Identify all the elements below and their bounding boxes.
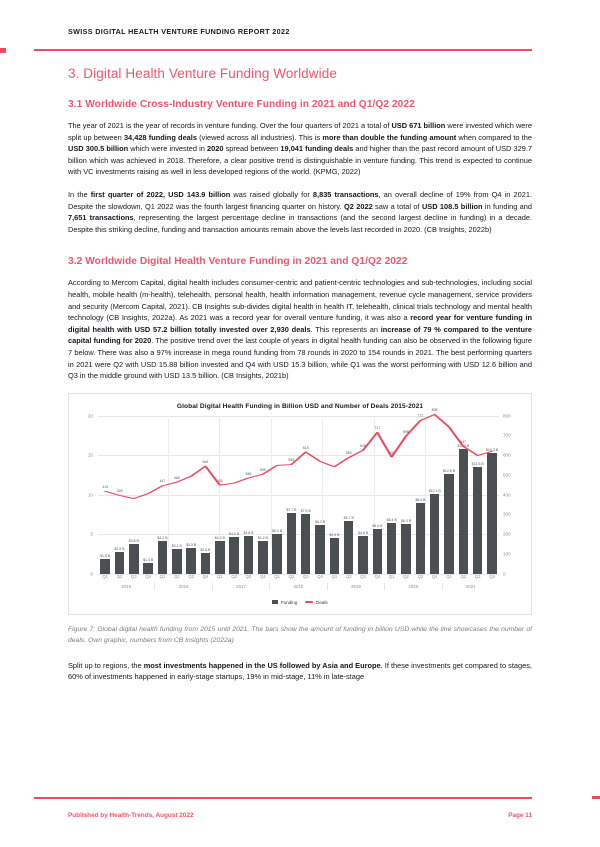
legend-label-deals: Deals — [315, 599, 328, 605]
chart-x-axis — [98, 574, 499, 590]
bar-value-label: $1.8 B — [100, 554, 111, 559]
chart-canvas — [79, 408, 521, 600]
bar-value-label: $5.0 B — [272, 529, 283, 534]
x-tick-quarter: Q3 — [417, 573, 424, 579]
line-value-label: 554 — [288, 458, 295, 463]
bar-value-label: $4.2 B — [214, 535, 225, 540]
legend-item-funding — [272, 600, 297, 605]
line-value-label: 698 — [402, 429, 409, 434]
line-value-label: 589 — [345, 451, 352, 456]
bar-swatch-icon — [272, 600, 278, 604]
x-tick-quarter: Q1 — [102, 573, 108, 579]
line-value-label: 777 — [417, 414, 424, 419]
line-value-label: 592 — [388, 450, 395, 455]
x-tick-quarter: Q1 — [274, 573, 280, 579]
bar-value-label: $4.6 B — [229, 532, 240, 537]
line-value-label: 398 — [116, 489, 123, 494]
line-value-label: 717 — [374, 426, 381, 431]
footer-divider-rule — [34, 797, 532, 799]
line-value-label: 465 — [173, 475, 180, 480]
x-tick-quarter: Q2 — [460, 573, 467, 579]
x-tick-quarter: Q1 — [159, 573, 166, 579]
bar-value-label: $15.3 B — [485, 447, 499, 452]
footer-publisher: Published by Health-Trends, August 2022 — [68, 812, 194, 819]
bar-value-label: $4.2 B — [157, 535, 168, 540]
x-tick-quarter: Q4 — [259, 573, 266, 579]
bar-value-label: $6.3 B — [400, 518, 412, 523]
footer-page-number: Page 11 — [508, 812, 532, 819]
x-tick-year: 2017 — [213, 583, 270, 590]
bar-value-label: $6.7 B — [343, 515, 354, 520]
x-tick-quarter: Q3 — [360, 573, 366, 579]
figure-7-container — [68, 393, 532, 615]
x-tick-quarter: Q4 — [145, 573, 151, 579]
bar-value-label: $4.2 B — [257, 535, 268, 540]
line-value-label: 419 — [102, 484, 109, 489]
legend-item-deals — [305, 600, 327, 605]
paragraph-3-2-a: According to Mercom Capital, digital health includes consumer-centric and patient-centric technologies and sub-technologies, including social health, mobile health (m-health), telehealth, personal health, health information management, revenue cycle management, service providers and security (Mercom Capital, 2021). CB Insights sub-divides digital health in health IT, telehealth, clinical trials technology and mental health technology (CB Insights, 2022a). As 2021 was a record year for overall venture funding, it was also a record year for venture funding in digital health with USD 57.2 billion totally invested over 2,930 deals. This represents an increase of 79 % compared to the venture capital funding for 2020. The positive trend over the last couple of years in digital health funding can also be observed in the following figure 7 below. There was also a 97% increase in mega round funding from 78 rounds in 2020 to 154 rounds in 2021. The best performing quarters in 2021 were Q2 with USD 15.88 billion invested and Q4 with USD 15.3 billion, while Q1 was the worst performing with USD 12.6 billion and Q3 in the middle ground with USD 13.5 billion. (CB Insights, 2021b) — [68, 278, 533, 381]
bar-value-label: $7.7 B — [286, 507, 297, 512]
bar-value-label: $8.9 B — [415, 498, 426, 503]
y-tick-left: 0 — [90, 571, 93, 577]
x-tick-year: 2015 — [98, 583, 155, 590]
line-value-label: 546 — [202, 459, 209, 464]
y-tick-right: 200 — [503, 531, 511, 537]
chart-plot-area — [98, 408, 499, 574]
line-value-label: 626 — [360, 444, 366, 449]
y-tick-right: 400 — [503, 492, 511, 498]
bar-value-label: $12.6 B — [442, 469, 456, 474]
bar-value-label: $15.8 B — [457, 443, 470, 448]
bar-value-label: $6.2 B — [315, 519, 326, 524]
y-tick-left: 10 — [87, 492, 93, 498]
chart-title: Global Digital Health Funding in Billion USD and Number of Deals 2015-2021 — [176, 402, 424, 410]
x-tick-quarter: Q1 — [216, 573, 223, 579]
y-tick-right: 500 — [503, 472, 511, 478]
line-value-label: 450 — [216, 478, 223, 483]
x-tick-quarter: Q3 — [188, 573, 194, 579]
x-tick-quarter: Q4 — [317, 573, 323, 579]
bar-value-label: $4.8 B — [358, 530, 369, 535]
x-tick-quarter: Q1 — [446, 573, 452, 579]
figure-caption: Figure 7: Global digital health funding from 2015 until 2021. The bars show the amount of funding in billion USD while the line showcases the number of deals. Own graphic, numbers from CB Insights (2022a) — [68, 625, 532, 644]
bar-value-label: $6.4 B — [386, 518, 397, 523]
page-edge-marks — [0, 0, 6, 847]
line-swatch-icon — [305, 601, 313, 603]
x-tick-quarter: Q1 — [331, 573, 338, 579]
x-tick-quarter: Q4 — [489, 573, 495, 579]
header-divider-rule — [34, 49, 532, 51]
chart-line-series — [98, 408, 499, 574]
y-tick-left: 5 — [90, 531, 93, 537]
x-tick-quarter: Q3 — [245, 573, 252, 579]
bar-value-label: $3.3 B — [186, 542, 197, 547]
x-tick-quarter: Q2 — [345, 573, 352, 579]
line-value-label: 647 — [460, 439, 467, 444]
legend-label-funding: Funding — [280, 599, 298, 605]
bar-value-label: $7.5 B — [300, 509, 311, 514]
x-tick-quarter: Q2 — [288, 573, 295, 579]
y-tick-right: 100 — [503, 551, 511, 557]
x-tick-year: 2016 — [155, 583, 212, 590]
x-tick-quarter: Q3 — [474, 573, 481, 579]
footer-edge-mark — [592, 796, 600, 799]
bar-value-label: $13.5 B — [471, 462, 484, 467]
bar-value-label: $2.8 B — [114, 546, 125, 551]
chart-x-year-labels — [98, 583, 499, 590]
y-tick-right: 800 — [503, 413, 511, 419]
chart-x-quarter-labels — [98, 574, 499, 579]
x-tick-year: 2020 — [385, 583, 442, 590]
x-tick-quarter: Q3 — [131, 573, 137, 579]
x-tick-quarter: Q4 — [374, 573, 381, 579]
bar-value-label: $4.8 B — [243, 530, 254, 535]
bar-value-label: $2.6 B — [200, 548, 211, 553]
line-value-label: 486 — [245, 471, 252, 476]
paragraph-3-1-b: In the first quarter of 2022, USD 143.9 billion was raised globally for 8,835 transactions, an overall decline of 19% from Q4 in 2021. Despite the slowdown, Q1 2022 was the fourth largest financing quarter on history. Q2 2022 saw a total of USD 108.5 billion in funding and 7,651 transactions, representing the largest percentage decline in transactions (and the second largest decline in funding) in a decade. Despite this striking decline, funding and transaction amounts remain above the levels last recorded in 2020. (CB Insights, 2022b) — [68, 189, 533, 234]
page-content — [68, 66, 532, 694]
y-tick-right: 300 — [503, 511, 511, 517]
x-tick-quarter: Q4 — [202, 573, 209, 579]
y-tick-left: 15 — [87, 452, 93, 458]
x-tick-quarter: Q2 — [174, 573, 180, 579]
x-tick-year: 2019 — [328, 583, 385, 590]
x-tick-quarter: Q1 — [388, 573, 395, 579]
page-footer — [68, 812, 532, 819]
x-tick-year: 2018 — [270, 583, 327, 590]
bar-value-label: $1.4 B — [143, 557, 154, 562]
x-tick-quarter: Q2 — [403, 573, 409, 579]
line-value-label: 447 — [159, 479, 166, 484]
subsection-heading-3-2: 3.2 Worldwide Digital Health Venture Funding in 2021 and Q1/Q2 2022 — [68, 256, 408, 268]
page-header — [68, 27, 532, 36]
line-value-label: 505 — [259, 467, 266, 472]
x-tick-quarter: Q4 — [431, 573, 438, 579]
y-tick-right: 700 — [503, 432, 511, 438]
y-tick-right: 600 — [503, 452, 511, 458]
x-tick-quarter: Q3 — [302, 573, 309, 579]
x-tick-year: 2021 — [465, 583, 476, 589]
x-tick-quarter: Q2 — [116, 573, 123, 579]
subsection-heading-3-1: 3.1 Worldwide Cross-Industry Venture Funding in 2021 and Q1/Q2 2022 — [68, 99, 415, 110]
bar-value-label: $4.5 B — [329, 533, 340, 538]
line-value-label: 808 — [431, 408, 438, 413]
y-tick-left: 20 — [87, 413, 93, 419]
line-value-label: 618 — [302, 445, 309, 450]
paragraph-3-2-b: Split up to regions, the most investments happened in the US followed by Asia and Europe. If these investments get compared to stages, 60% of investments happened in early-stage startups, 19% in mid-stage, 11% in late-stage — [68, 660, 532, 682]
bar-value-label: $3.1 B — [171, 544, 182, 549]
spacer — [68, 246, 532, 256]
bar-value-label: $10.1 B — [428, 488, 441, 493]
y-tick-right: 0 — [503, 571, 506, 577]
report-running-title: SWISS DIGITAL HEALTH VENTURE FUNDING REPORT 2022 — [68, 27, 290, 36]
bar-value-label: $5.6 B — [372, 524, 383, 529]
chart-legend — [75, 600, 525, 605]
bar-value-label: $3.8 B — [128, 538, 139, 543]
section-heading: 3. Digital Health Venture Funding Worldwide — [68, 66, 337, 81]
x-tick-quarter: Q2 — [231, 573, 237, 579]
paragraph-3-1-a: The year of 2021 is the year of records in venture funding. Over the four quarters of 2021 a total of USD 671 billion were invested which were split up between 34,428 funding deals (viewed across all industries). This is more than double the funding amount when compared to the USD 300.5 billion which were invested in 2020 spread between 19,041 funding deals and higher than the past record amount of USD 329.7 billion which was achieved in 2018. Therefore, a clear positive trend is distinguishable in venture funding. This trend is expected to continue with VC investments raising as well in less developed regions of the world. (KPMG, 2022) — [68, 121, 533, 177]
